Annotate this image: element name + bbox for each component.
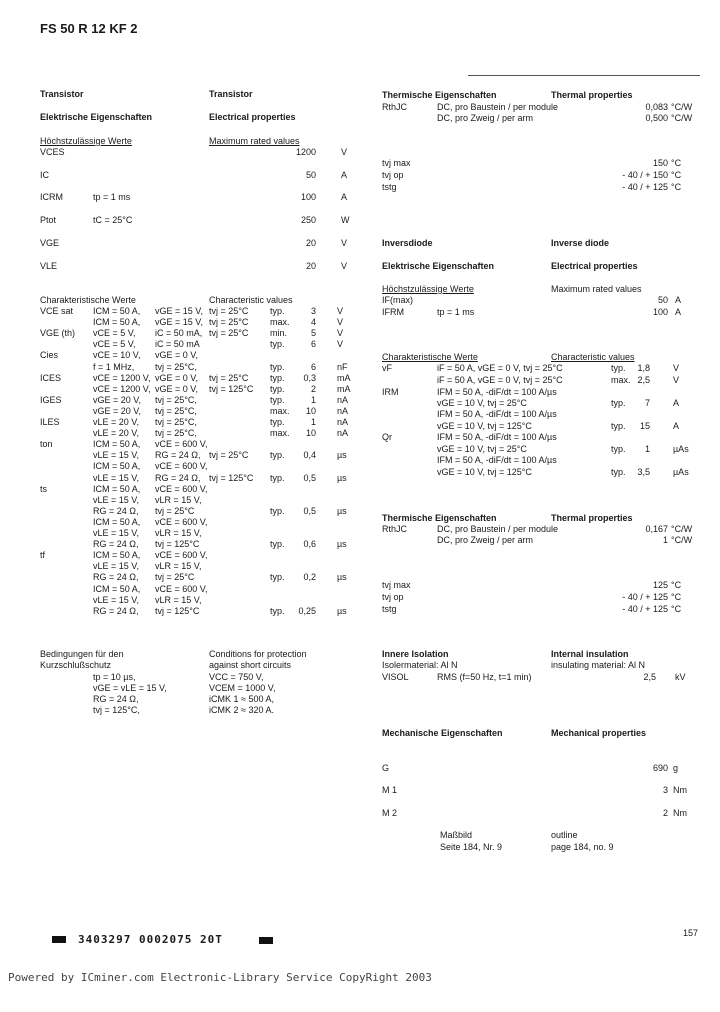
char-qualifier: max. — [270, 428, 290, 438]
diode-char-qualifier: typ. — [611, 444, 626, 454]
char-qualifier: typ. — [270, 450, 285, 460]
diode-char-unit: V — [673, 363, 680, 373]
char-qualifier: max. — [270, 317, 290, 327]
char-heading-en: Characteristic values — [209, 295, 293, 305]
diode-char-qualifier: typ. — [611, 467, 626, 477]
thermal-value: - 40 / + 125 — [622, 182, 668, 192]
char-condition-1: vLE = 15 V, — [93, 528, 139, 538]
char-condition-1: ICM = 50 A, — [93, 584, 141, 594]
diode-char-unit: A — [673, 398, 680, 408]
char-unit: V — [337, 306, 344, 316]
diode-char-value: 1 — [644, 444, 650, 454]
thermal-unit: °C — [671, 604, 682, 614]
thermal-value: 0,500 — [645, 113, 668, 123]
diode-char-value: 2,5 — [637, 375, 650, 385]
max-rating-symbol: VCES — [40, 147, 65, 157]
char-condition-2: vCE = 600 V, — [155, 484, 208, 494]
char-value: 0,5 — [303, 506, 316, 516]
insulation-heading-en: Internal insulation — [551, 649, 629, 659]
char-qualifier: typ. — [270, 384, 285, 394]
diode-electrical-heading-de: Elektrische Eigenschaften — [382, 261, 495, 271]
char-condition-1: ICM = 50 A, — [93, 484, 141, 494]
char-unit: µs — [337, 450, 347, 460]
char-condition-1: vCE = 1200 V, — [93, 384, 151, 394]
max-ratings-heading-en: Maximum rated values — [209, 136, 300, 146]
diode-char-unit: V — [673, 375, 680, 385]
diode-max-value: 50 — [657, 295, 668, 305]
char-condition-1: vLE = 15 V, — [93, 595, 139, 605]
char-qualifier: typ. — [270, 417, 285, 427]
char-qualifier: typ. — [270, 572, 285, 582]
diode-char-value: 1,8 — [637, 363, 650, 373]
char-value: 6 — [310, 339, 316, 349]
char-condition-2: vGE = 0 V, — [155, 373, 198, 383]
insulation-value: 2,5 — [643, 672, 656, 682]
char-qualifier: min. — [270, 328, 288, 338]
char-value: 4 — [310, 317, 316, 327]
char-condition-2: RG = 24 Ω, — [155, 473, 201, 483]
short-circuit-heading-en-2: against short circuits — [209, 660, 292, 670]
char-qualifier: typ. — [270, 306, 285, 316]
max-rating-symbol: VLE — [40, 261, 58, 271]
mechanical-symbol: G — [382, 763, 390, 773]
char-condition-3: tvj = 25°C — [209, 450, 249, 460]
thermal-unit: °C — [671, 158, 682, 168]
char-value: 0,6 — [303, 539, 316, 549]
char-symbol: IGES — [40, 395, 62, 405]
char-condition-2: tvj = 25°C, — [155, 406, 197, 416]
char-symbol: ton — [40, 439, 53, 449]
char-unit: nA — [337, 406, 349, 416]
char-condition-3: tvj = 25°C — [209, 328, 249, 338]
char-qualifier: typ. — [270, 506, 285, 516]
char-unit: V — [337, 328, 344, 338]
char-condition-3: tvj = 25°C — [209, 306, 249, 316]
barcode-block-left — [52, 936, 66, 943]
thermal-condition: DC, pro Zweig / per arm — [437, 113, 534, 123]
char-qualifier: typ. — [270, 373, 285, 383]
diode-char-condition: vGE = 10 V, tvj = 25°C — [437, 444, 527, 454]
char-symbol: Cies — [40, 350, 59, 360]
diode-char-qualifier: typ. — [611, 363, 626, 373]
char-symbol: ICES — [40, 373, 62, 383]
diode-max-heading-de: Höchstzulässige Werte — [382, 284, 474, 294]
diode-char-unit: µAs — [673, 467, 689, 477]
outline-label-de: Maßbild — [440, 830, 473, 840]
max-rating-symbol: Ptot — [40, 215, 57, 225]
insulation-symbol: VISOL — [382, 672, 409, 682]
diode-electrical-heading-en: Electrical properties — [551, 261, 638, 271]
thermal-symbol: tvj max — [382, 158, 411, 168]
short-circuit-left: vGE = vLE = 15 V, — [93, 683, 167, 693]
barcode-text: 3403297 0002075 20T — [78, 933, 223, 946]
electrical-heading-en: Electrical properties — [209, 112, 296, 122]
char-condition-2: iC = 50 mA — [155, 339, 200, 349]
short-circuit-left: RG = 24 Ω, — [93, 694, 139, 704]
max-rating-value: 50 — [305, 170, 316, 180]
diode-char-condition: iF = 50 A, vGE = 0 V, tvj = 25°C — [437, 375, 563, 385]
char-qualifier: typ. — [270, 473, 285, 483]
char-value: 10 — [305, 428, 316, 438]
max-rating-condition: tp = 1 ms — [93, 192, 131, 202]
char-qualifier: typ. — [270, 606, 285, 616]
char-condition-1: RG = 24 Ω, — [93, 506, 139, 516]
char-qualifier: typ. — [270, 539, 285, 549]
char-condition-3: tvj = 125°C — [209, 473, 254, 483]
mechanical-heading-de: Mechanische Eigenschaften — [382, 728, 503, 738]
char-condition-1: vCE = 5 V, — [93, 328, 136, 338]
char-value: 0,25 — [298, 606, 316, 616]
char-condition-2: tvj = 25°C, — [155, 417, 197, 427]
char-condition-3: tvj = 125°C — [209, 384, 254, 394]
diode-max-value: 100 — [652, 307, 668, 317]
char-condition-1: vLE = 20 V, — [93, 428, 139, 438]
char-unit: V — [337, 339, 344, 349]
diode-char-unit: µAs — [673, 444, 689, 454]
diode-char-symbol: IRM — [382, 387, 399, 397]
max-rating-value: 20 — [305, 238, 316, 248]
thermal-symbol: tvj max — [382, 580, 411, 590]
page-number: 157 — [683, 928, 699, 938]
char-unit: mA — [337, 373, 351, 383]
thermal-value: - 40 / + 125 — [622, 604, 668, 614]
diode-max-heading-en: Maximum rated values — [551, 284, 642, 294]
char-value: 1 — [310, 417, 316, 427]
thermal-symbol: tvj op — [382, 170, 404, 180]
char-condition-2: vLR = 15 V, — [155, 528, 202, 538]
transistor-heading-de: Transistor — [40, 89, 84, 99]
char-condition-2: vGE = 0 V, — [155, 350, 198, 360]
char-condition-2: vLR = 15 V, — [155, 561, 202, 571]
max-rating-unit: V — [341, 261, 348, 271]
char-condition-1: vGE = 20 V, — [93, 395, 141, 405]
diode-char-unit: A — [673, 421, 680, 431]
diode-max-symbol: IF(max) — [382, 295, 413, 305]
thermal1-heading-en: Thermal properties — [551, 90, 633, 100]
thermal-value: - 40 / + 150 — [622, 170, 668, 180]
thermal-symbol: tstg — [382, 604, 397, 614]
char-value: 0,5 — [303, 473, 316, 483]
char-unit: nF — [337, 362, 348, 372]
short-circuit-right: iCMK 2 ≈ 320 A. — [209, 705, 274, 715]
char-condition-1: vLE = 20 V, — [93, 417, 139, 427]
max-rating-unit: W — [341, 215, 350, 225]
thermal-unit: °C/W — [671, 535, 693, 545]
char-condition-1: ICM = 50 A, — [93, 461, 141, 471]
diode-max-condition: tp = 1 ms — [437, 307, 475, 317]
mechanical-symbol: M 2 — [382, 808, 398, 818]
char-value: 5 — [310, 328, 316, 338]
char-condition-2: vLR = 15 V, — [155, 495, 202, 505]
char-condition-1: vGE = 20 V, — [93, 406, 141, 416]
max-rating-symbol: IC — [40, 170, 49, 180]
thermal-value: 1 — [662, 535, 668, 545]
max-rating-value: 20 — [305, 261, 316, 271]
diode-char-symbol: vF — [382, 363, 392, 373]
char-value: 0,4 — [303, 450, 316, 460]
inverse-diode-heading-en: Inverse diode — [551, 238, 610, 248]
max-rating-unit: V — [341, 238, 348, 248]
char-condition-2: vGE = 0 V, — [155, 384, 198, 394]
max-rating-symbol: VGE — [40, 238, 60, 248]
char-value: 0,3 — [303, 373, 316, 383]
char-symbol: tf — [40, 550, 46, 560]
max-rating-unit: V — [341, 147, 348, 157]
powered-by-footer: Powered by ICminer.com Electronic-Library Service CopyRight 2003 — [8, 971, 432, 984]
diode-char-condition: vGE = 10 V, tvj = 125°C — [437, 467, 532, 477]
diode-char-qualifier: max. — [611, 375, 631, 385]
char-condition-2: tvj = 25°C, — [155, 362, 197, 372]
mechanical-value: 2 — [662, 808, 668, 818]
thermal-symbol: tvj op — [382, 592, 404, 602]
char-value: 0,2 — [303, 572, 316, 582]
diode-char-condition: IFM = 50 A, -diF/dt = 100 A/µs — [437, 409, 557, 419]
short-circuit-left: tp = 10 µs, — [93, 672, 136, 682]
char-qualifier: typ. — [270, 362, 285, 372]
diode-char-value: 3,5 — [637, 467, 650, 477]
diode-max-unit: A — [675, 295, 682, 305]
thermal-unit: °C — [671, 580, 682, 590]
thermal2-heading-de: Thermische Eigenschaften — [382, 513, 497, 523]
char-condition-1: vLE = 15 V, — [93, 473, 139, 483]
char-condition-1: vCE = 5 V, — [93, 339, 136, 349]
thermal-value: 0,083 — [645, 102, 668, 112]
char-symbol: VGE (th) — [40, 328, 76, 338]
insulation-material-en: insulating material: Al N — [551, 660, 646, 670]
char-condition-1: f = 1 MHz, — [93, 362, 135, 372]
diode-char-qualifier: typ. — [611, 398, 626, 408]
char-value: 10 — [305, 406, 316, 416]
char-value: 1 — [310, 395, 316, 405]
thermal-condition: DC, pro Baustein / per module — [437, 524, 559, 534]
thermal-unit: °C/W — [671, 102, 693, 112]
short-circuit-left: tvj = 125°C, — [93, 705, 140, 715]
mechanical-unit: Nm — [673, 785, 687, 795]
char-condition-1: RG = 24 Ω, — [93, 572, 139, 582]
mechanical-unit: g — [673, 763, 679, 773]
electrical-heading-de: Elektrische Eigenschaften — [40, 112, 153, 122]
barcode-block-right — [259, 937, 273, 944]
diode-char-condition: vGE = 10 V, tvj = 125°C — [437, 421, 532, 431]
char-condition-1: ICM = 50 A, — [93, 317, 141, 327]
thermal-unit: °C/W — [671, 524, 693, 534]
mechanical-value: 690 — [652, 763, 668, 773]
short-circuit-heading-en-1: Conditions for protection — [209, 649, 307, 659]
char-unit: µs — [337, 572, 347, 582]
char-unit: µs — [337, 506, 347, 516]
thermal-unit: °C — [671, 182, 682, 192]
char-unit: nA — [337, 417, 349, 427]
char-condition-3: tvj = 25°C — [209, 373, 249, 383]
max-rating-unit: A — [341, 192, 348, 202]
char-unit: µs — [337, 539, 347, 549]
short-circuit-heading-de-1: Bedingungen für den — [40, 649, 124, 659]
char-condition-2: vCE = 600 V, — [155, 517, 208, 527]
thermal-condition: DC, pro Baustein / per module — [437, 102, 559, 112]
insulation-heading-de: Innere Isolation — [382, 649, 449, 659]
thermal-value: 150 — [652, 158, 668, 168]
char-value: 3 — [310, 306, 316, 316]
insulation-unit: kV — [675, 672, 686, 682]
outline-ref-de: Seite 184, Nr. 9 — [440, 842, 503, 852]
max-rating-unit: A — [341, 170, 348, 180]
char-condition-2: vCE = 600 V, — [155, 550, 208, 560]
part-number-title: FS 50 R 12 KF 2 — [40, 21, 138, 36]
header-rule — [468, 75, 700, 76]
thermal-value: - 40 / + 125 — [622, 592, 668, 602]
max-ratings-heading-de: Höchstzulässige Werte — [40, 136, 132, 146]
thermal-symbol: RthJC — [382, 524, 408, 534]
diode-char-heading-en: Characteristic values — [551, 352, 635, 362]
outline-label-en: outline — [551, 830, 578, 840]
char-condition-2: iC = 50 mA, — [155, 328, 203, 338]
char-condition-1: vCE = 10 V, — [93, 350, 141, 360]
max-rating-symbol: ICRM — [40, 192, 63, 202]
mechanical-unit: Nm — [673, 808, 687, 818]
char-condition-2: RG = 24 Ω, — [155, 450, 201, 460]
char-condition-2: vCE = 600 V, — [155, 461, 208, 471]
char-unit: nA — [337, 428, 349, 438]
diode-max-symbol: IFRM — [382, 307, 404, 317]
diode-char-symbol: Qr — [382, 432, 392, 442]
char-condition-2: vGE = 15 V, — [155, 306, 203, 316]
char-symbol: ILES — [40, 417, 60, 427]
inverse-diode-heading-de: Inversdiode — [382, 238, 433, 248]
char-heading-de: Charakteristische Werte — [40, 295, 136, 305]
diode-char-condition: iF = 50 A, vGE = 0 V, tvj = 25°C — [437, 363, 563, 373]
short-circuit-right: iCMK 1 ≈ 500 A, — [209, 694, 274, 704]
mechanical-value: 3 — [662, 785, 668, 795]
insulation-condition: RMS (f=50 Hz, t=1 min) — [437, 672, 532, 682]
transistor-heading-en: Transistor — [209, 89, 253, 99]
max-rating-value: 1200 — [295, 147, 316, 157]
max-rating-value: 100 — [300, 192, 316, 202]
diode-char-condition: IFM = 50 A, -diF/dt = 100 A/µs — [437, 455, 557, 465]
char-condition-2: tvj = 25°C, — [155, 395, 197, 405]
char-condition-2: vLR = 15 V, — [155, 595, 202, 605]
char-condition-1: vCE = 1200 V, — [93, 373, 151, 383]
char-unit: nA — [337, 395, 349, 405]
char-condition-3: tvj = 25°C — [209, 317, 249, 327]
diode-char-value: 15 — [639, 421, 650, 431]
char-condition-2: tvj = 25°C — [155, 572, 195, 582]
char-condition-2: tvj = 25°C, — [155, 428, 197, 438]
diode-char-heading-de: Charakteristische Werte — [382, 352, 478, 362]
char-unit: µs — [337, 606, 347, 616]
outline-ref-en: page 184, no. 9 — [551, 842, 614, 852]
char-condition-1: ICM = 50 A, — [93, 306, 141, 316]
char-value: 6 — [310, 362, 316, 372]
diode-char-condition: vGE = 10 V, tvj = 25°C — [437, 398, 527, 408]
thermal-value: 125 — [652, 580, 668, 590]
char-condition-2: tvj = 125°C — [155, 539, 200, 549]
char-qualifier: typ. — [270, 395, 285, 405]
mechanical-symbol: M 1 — [382, 785, 398, 795]
char-unit: mA — [337, 384, 351, 394]
char-condition-1: vLE = 15 V, — [93, 450, 139, 460]
diode-char-condition: IFM = 50 A, -diF/dt = 100 A/µs — [437, 432, 557, 442]
mechanical-heading-en: Mechanical properties — [551, 728, 647, 738]
char-qualifier: typ. — [270, 339, 285, 349]
char-condition-1: RG = 24 Ω, — [93, 606, 139, 616]
thermal-symbol: RthJC — [382, 102, 408, 112]
char-condition-1: vLE = 15 V, — [93, 561, 139, 571]
char-symbol: ts — [40, 484, 48, 494]
thermal2-heading-en: Thermal properties — [551, 513, 633, 523]
char-value: 2 — [310, 384, 316, 394]
char-condition-2: tvj = 25°C — [155, 506, 195, 516]
diode-char-condition: IFM = 50 A, -diF/dt = 100 A/µs — [437, 387, 557, 397]
char-condition-2: tvj = 125°C — [155, 606, 200, 616]
short-circuit-heading-de-2: Kurzschlußschutz — [40, 660, 112, 670]
char-unit: µs — [337, 473, 347, 483]
thermal-unit: °C — [671, 170, 682, 180]
char-condition-1: ICM = 50 A, — [93, 550, 141, 560]
diode-char-qualifier: typ. — [611, 421, 626, 431]
char-unit: V — [337, 317, 344, 327]
char-condition-2: vCE = 600 V, — [155, 439, 208, 449]
char-condition-1: vLE = 15 V, — [93, 495, 139, 505]
char-condition-1: RG = 24 Ω, — [93, 539, 139, 549]
diode-max-unit: A — [675, 307, 682, 317]
short-circuit-right: VCC = 750 V, — [209, 672, 264, 682]
short-circuit-right: VCEM = 1000 V, — [209, 683, 276, 693]
max-rating-condition: tC = 25°C — [93, 215, 133, 225]
thermal-unit: °C — [671, 592, 682, 602]
diode-char-value: 7 — [644, 398, 650, 408]
char-condition-1: ICM = 50 A, — [93, 517, 141, 527]
thermal-unit: °C/W — [671, 113, 693, 123]
thermal-value: 0,167 — [645, 524, 668, 534]
char-condition-2: vGE = 15 V, — [155, 317, 203, 327]
thermal-symbol: tstg — [382, 182, 397, 192]
max-rating-value: 250 — [300, 215, 316, 225]
thermal1-heading-de: Thermische Eigenschaften — [382, 90, 497, 100]
char-qualifier: max. — [270, 406, 290, 416]
char-symbol: VCE sat — [40, 306, 74, 316]
char-condition-1: ICM = 50 A, — [93, 439, 141, 449]
insulation-material-de: Isolermaterial: Al N — [382, 660, 458, 670]
char-condition-2: vCE = 600 V, — [155, 584, 208, 594]
thermal-condition: DC, pro Zweig / per arm — [437, 535, 534, 545]
